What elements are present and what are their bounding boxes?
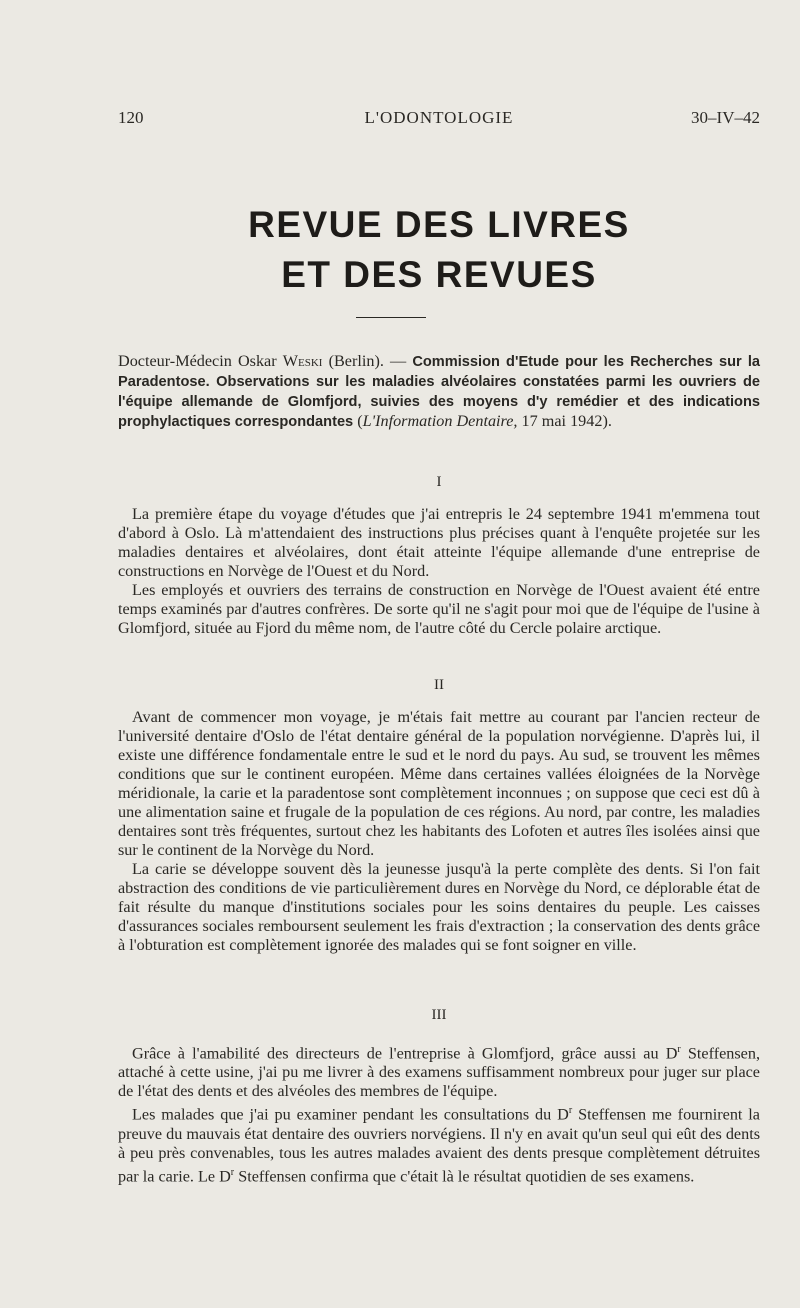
author-surname: Weski xyxy=(282,352,323,370)
section-1-body xyxy=(118,505,760,638)
section-3-body xyxy=(118,1040,760,1186)
page-number: 120 xyxy=(118,108,144,127)
paragraph-4: La carie se développe souvent dès la jeunesse jusqu'à la perte complète des dents. Si l'on fait abstraction des conditions de vie particulièrement dures en Norvège du Nord, ce déplorable état de fait résulte du manque d'institutions sociales pour les soins dentaires du peuple. Les caisses d'assurances sociales remboursent seulement les frais d'extraction ; la conservation des dents grâce à l'obturation est complètement ignorée des malades qui se font soigner en ville. xyxy=(118,860,760,954)
paragraph-2: Les employés et ouvriers des terrains de construction en Norvège de l'Ouest avaient été entre temps examinés par d'autres confrères. De sorte qu'il ne s'agit pour moi que de l'équipe de l'usine à Glomfjord, située au Fjord du même nom, de l'autre côté du Cercle polaire arctique. xyxy=(118,581,760,637)
paragraph-6-part-a: Les malades que j'ai pu examiner pendant les consultations du D xyxy=(132,1105,569,1124)
title-divider xyxy=(356,317,426,318)
citation xyxy=(118,352,760,432)
running-head xyxy=(118,108,760,132)
source-open: ( xyxy=(353,412,363,430)
paragraph-5-part-a: Grâce à l'amabilité des directeurs de l'entreprise à Glomfjord, grâce aussi au D xyxy=(132,1044,678,1063)
paragraph-6 xyxy=(118,1101,760,1186)
section-title xyxy=(118,200,760,300)
paragraph-6-part-b: Steffensen me fournirent la preuve du mauvais état dentaire des ouvriers norvégiens. Il n'y en avait qu'un seul qui eût des dents à peu près convenables, tous les autres malades avaient des dents presque complètement détruites par la carie. Le D xyxy=(118,1105,760,1186)
author-prefix: Docteur-Médecin Oskar xyxy=(118,352,283,370)
source-journal: L'Information Dentaire, xyxy=(362,412,518,430)
section-heading-3: III xyxy=(431,1007,447,1023)
source-date: 17 mai 1942). xyxy=(517,412,612,430)
section-heading-2: II xyxy=(434,677,444,693)
paragraph-3: Avant de commencer mon voyage, je m'étais fait mettre au courant par l'ancien recteur de l'université dentaire d'Oslo de l'état dentaire général de la population norvégienne. D'après lui, il existe une différence fondamentale entre le sud et le nord du pays. Au sud, se trouvent les mêmes conditions que sur le continent européen. Même dans certaines vallées éloignées de la Norvège méridionale, la carie et la paradentose sont complètement inconnues ; on suppose que ceci est dû à une alimentation saine et frugale de la population de ces régions. Au nord, par contre, les maladies dentaires sont très fréquentes, surtout chez les habitants des Lofoten et autres îles isolées ainsi que sur le continent de la Norvège du Nord. xyxy=(118,708,760,859)
superscript: r xyxy=(568,1105,573,1117)
article-title: Commission d'Etude pour les Recherches sur la Paradentose. Observations sur les maladies alvéolaires constatées parmi les ouvriers de l'équipe allemande de Glomfjord, suivies des moyens d'y remédier et des indications prophylactiques correspondantes xyxy=(118,354,760,430)
title-line-2: ET DES REVUES xyxy=(281,254,597,295)
paragraph-1: La première étape du voyage d'études que j'ai entrepris le 24 septembre 1941 m'emmena tout d'abord à Oslo. Là m'attendaient des instructions plus précises quant à l'enquête projetée sur les maladies dentaires et alvéolaires, dont était atteinte l'équipe allemande d'une entreprise de constructions en Norvège de l'Ouest et du Nord. xyxy=(118,505,760,580)
issue-date: 30–IV–42 xyxy=(691,108,760,127)
section-heading-1: I xyxy=(436,474,442,490)
superscript: r xyxy=(677,1044,681,1055)
title-line-1: REVUE DES LIVRES xyxy=(248,204,630,245)
journal-title: L'ODONTOLOGIE xyxy=(364,108,514,127)
paragraph-5-part-b: Steffensen, attaché à cette usine, j'ai pu me livrer à des examens suffisamment nombreux pour juger sur place de l'état des dents et des alvéoles des membres de l'équipe. xyxy=(118,1044,761,1101)
paragraph-5 xyxy=(118,1040,760,1101)
section-2-body xyxy=(118,708,760,955)
paragraph-6-part-c: Steffensen confirma que c'était là le résultat quotidien de ses examens. xyxy=(234,1167,695,1186)
superscript: r xyxy=(230,1166,235,1178)
author-city: (Berlin). — xyxy=(322,352,413,370)
